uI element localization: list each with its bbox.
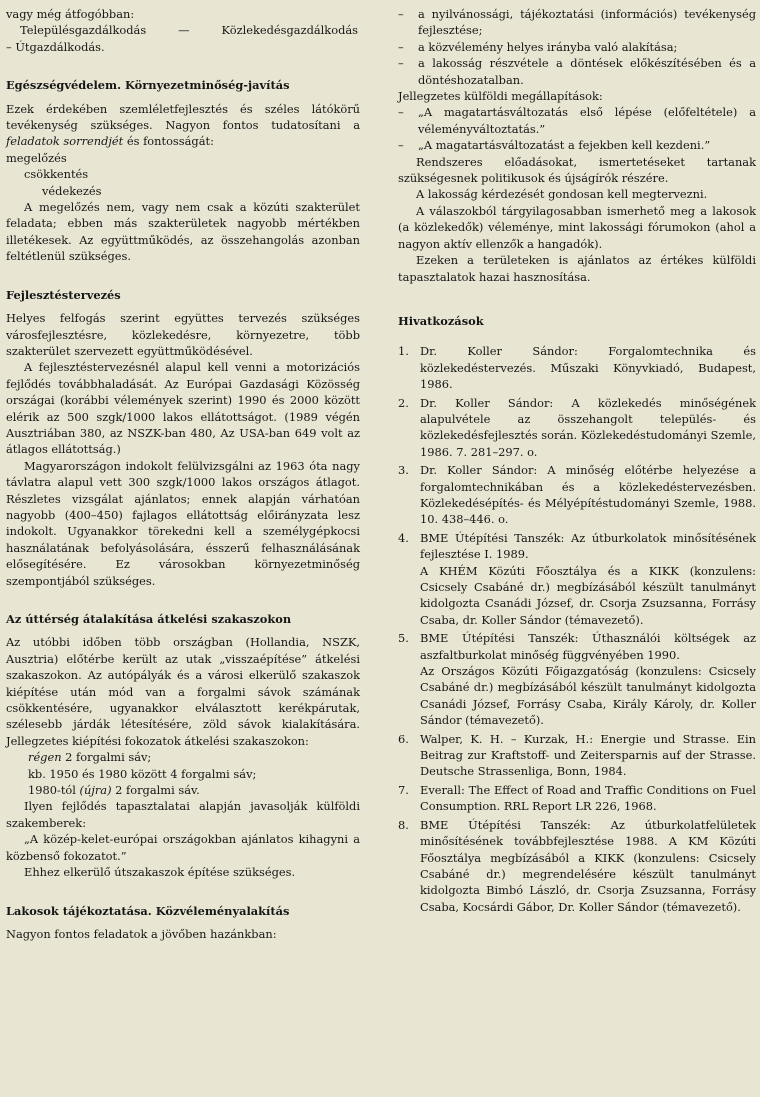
intro-sep: — bbox=[178, 23, 190, 38]
reference-item: 4. BME Útépítési Tanszék: Az útburkolatok minősítésének fejlesztése I. 1989. A KHÉM Közúti Főosztálya és a KIKK (konzulens: Csicsely Csabáné dr.) megbízásából készült tanulmányt kidolgozta Csanádi József, dr. Csorja Zsuzsanna, Forrásy Csaba, dr. Koller Sándor (témavezető). bbox=[398, 530, 756, 627]
transit-paragraph-1: Az utóbbi időben több országban (Hollandia, NSZK, Ausztria) előtérbe került az utak „visszaépítése” átkelési szakaszokon. Az autópályák és a városi elkerülő szakaszok kiépítése után mód van a forgalmi sávok számának csökkentésére, ugyanakkor elválasztott kerékpárutak, szélesebb járdák létesítésére, zöld sávok kialakítására. Jellegzetes kiépítési fokozatok átkelési szakaszokon: bbox=[6, 635, 360, 748]
foreign-item: – „A magatartásváltozatást a fejekben kell kezdeni.” bbox=[398, 138, 711, 153]
right-paragraph-1: Rendszeres előadásokat, ismertetéseket tartanak szükségesnek politikusok és újságírók részére. bbox=[398, 154, 756, 186]
transit-quote: „A közép-kelet-európai országokban ajánlatos kihagyni a közbenső fokozatot.” bbox=[6, 832, 360, 863]
reference-item: 6. Walper, K. H. – Kurzak, H.: Energie und Strasse. Ein Beitrag zur Kraftstoff- und Zeitersparnis auf der Strasse. Deutsche Strassenliga, Bonn, 1984. bbox=[398, 731, 756, 779]
public-heading: Lakosok tájékoztatása. Közvéleményalakítás bbox=[6, 903, 290, 918]
planning-paragraph-1: Helyes felfogás szerint együttes tervezés szükséges városfejlesztésre, közlekedésre, környezetre, több szakterület szervezett együttműködésével. bbox=[6, 311, 360, 358]
reference-item: 8. BME Útépítési Tanszék: Az útburkolatfelületek minősítésének továbbfejlesztése 1988. A KM Közúti Főosztálya megbízásából a KIKK (konzulens: Csicsely Csabáné dr.) megrendelésére készült tanulmányt kidolgozta Bimbó László, dr. Csorja Zsuzsanna, Forrásy Csaba, Kocsárdi Gábor, Dr. Koller Sándor (témavezető). bbox=[398, 817, 756, 914]
intro-item-a: Településgazdálkodás bbox=[20, 23, 147, 38]
reference-item: 2. Dr. Koller Sándor: A közlekedés minőségének alapulvétele az összehangolt település- és közlekedésfejlesztés során. Közlekedéstudományi Szemle, 1986. 7. 281–297. o. bbox=[398, 395, 756, 459]
transit-heading: Az úttérség átalakítása átkelési szakaszokon bbox=[6, 612, 292, 626]
reference-note: A KHÉM Közúti Főosztálya és a KIKK (konzulens: Csicsely Csabáné dr.) megbízásából készült tanulmányt kidolgozta Csanádi József, dr. Csorja Zsuzsanna, Forrásy Csaba, dr. Koller Sándor (témavezető). bbox=[420, 563, 756, 627]
transit-paragraph-2: Ilyen fejlődés tapasztalatai alapján javasolják külföldi szakemberek: bbox=[6, 799, 360, 830]
task-item: – a nyilvánossági, tájékoztatási (információs) tevékenység fejlesztése; bbox=[398, 7, 756, 38]
order-item-2: csökkentés bbox=[24, 167, 89, 182]
transit-paragraph-3: Ehhez elkerülő útszakaszok építése szükséges. bbox=[24, 865, 296, 880]
reference-item: 1. Dr. Koller Sándor: Forgalomtechnika és közlekedéstervezés. Műszaki Könyvkiadó, Budapest, 1986. bbox=[398, 344, 756, 392]
intro-line: vagy még átfogóbban: bbox=[6, 7, 135, 21]
planning-paragraph-2: A fejlesztéstervezésnél alapul kell venni a motorizációs fejlődés továbbhaladását. Az Európai Gazdasági Közösség országai (korábbi vélemények szerint) 1990 és 2000 között elérik az 500 szgk/1000 lakos ellátottságot. (1989 végén Ausztriában 380, az NSZK-ban 480, Az USA-ban 649 volt az átlagos ellátottság.) bbox=[6, 360, 360, 457]
reference-note: Az Országos Közúti Főigazgatóság (konzulens: Csicsely Csabáné dr.) megbízásából készült tanulmányt kidolgozta Csanádi József, Forrásy Csaba, Király Károly, dr. Koller Sándor (témavezető). bbox=[420, 664, 756, 728]
intro-item-b: Közlekedésgazdálkodás bbox=[221, 23, 358, 38]
planning-heading: Fejlesztéstervezés bbox=[6, 287, 121, 302]
intro-pair bbox=[6, 22, 360, 38]
stage-3: 1980-tól (újra) 2 forgalmi sáv. bbox=[28, 783, 200, 798]
left-column bbox=[6, 6, 360, 942]
stage-2: kb. 1950 és 1980 között 4 forgalmi sáv; bbox=[28, 766, 257, 781]
reference-item: 3. Dr. Koller Sándor: A minőség előtérbe helyezése a forgalomtechnikában és a közlekedéstervezésben. Közlekedésépítés- és Mélyépítéstudományi Szemle, 1988. 10. 438–446. o. bbox=[398, 463, 756, 527]
health-paragraph-1: Ezek érdekében szemléletfejlesztés és széles látókörű tevékenység szükséges. Nagyon fontos tudatosítani a feladatok sorrendjét és fontosságát: bbox=[6, 101, 360, 149]
foreign-label: Jellegzetes külföldi megállapítások: bbox=[398, 89, 603, 104]
right-paragraph-2: A lakosság kérdezését gondosan kell megtervezni. bbox=[416, 187, 708, 202]
reference-item: 5. BME Útépítési Tanszék: Úthasználói költségek az aszfaltburkolat minőség függvényében 1990. Az Országos Közúti Főigazgatóság (konzulens: Csicsely Csabáné dr.) megbízásából készült tanulmányt kidolgozta Csanádi József, Forrásy Csaba, Király Károly, dr. Koller Sándor (témavezető). bbox=[398, 631, 756, 728]
stage-1: régen 2 forgalmi sáv; bbox=[28, 750, 152, 765]
right-paragraph-3: A válaszokból tárgyilagosabban ismerhető meg a lakosok (a közlekedők) véleménye, mint lakossági fórumokon (ahol a nagyon aktív ellenzők a hangadók). bbox=[398, 203, 756, 251]
order-item-1: megelőzés bbox=[6, 150, 67, 165]
right-column bbox=[398, 6, 756, 917]
reference-item: 7. Everall: The Effect of Road and Traffic Conditions on Fuel Consumption. RRL Report LR 226, 1968. bbox=[398, 782, 756, 814]
health-paragraph-2: A megelőzés nem, vagy nem csak a közúti szakterület feladata; ebben más szakterületek nagyobb mértékben illetékesek. Az együttműködés, az összehangolás azonban feltétlenül szükséges. bbox=[6, 200, 360, 264]
public-paragraph-1: Nagyon fontos feladatok a jövőben hazánkban: bbox=[6, 926, 277, 941]
task-item: – a közvélemény helyes irányba való alakítása; bbox=[398, 39, 678, 54]
task-item: – a lakosság részvétele a döntések előkészítésében és a döntéshozatalban. bbox=[398, 56, 756, 87]
foreign-item: – „A magatartásváltozatás első lépése (előfeltétele) a véleményváltoztatás.” bbox=[398, 105, 756, 136]
health-heading: Egészségvédelem. Környezetminőség-javítás bbox=[6, 78, 290, 93]
planning-paragraph-3: Magyarországon indokolt felülvizsgálni az 1963 óta nagy távlatra alapul vett 300 szgk/1000 lakos országos átlagot. Részletes vizsgálat ajánlatos; ennek alapján várhatóan nagyobb (400–450) fajlagos ellátottság előirányzata lesz indokolt. Ugyanakkor törekedni kell a személygépkocsi használatának befolyásolására, ésszerű felhasználásának elősegítésére. Ez városokban környezetminőség szempontjából szükséges. bbox=[6, 458, 360, 588]
intro-item-c: – Útgazdálkodás. bbox=[6, 39, 105, 54]
references-heading: Hivatkozások bbox=[398, 313, 484, 328]
order-item-3: védekezés bbox=[42, 183, 102, 198]
right-paragraph-4: Ezeken a területeken is ajánlatos az értékes külföldi tapasztalatok hazai hasznosítása. bbox=[398, 253, 756, 284]
